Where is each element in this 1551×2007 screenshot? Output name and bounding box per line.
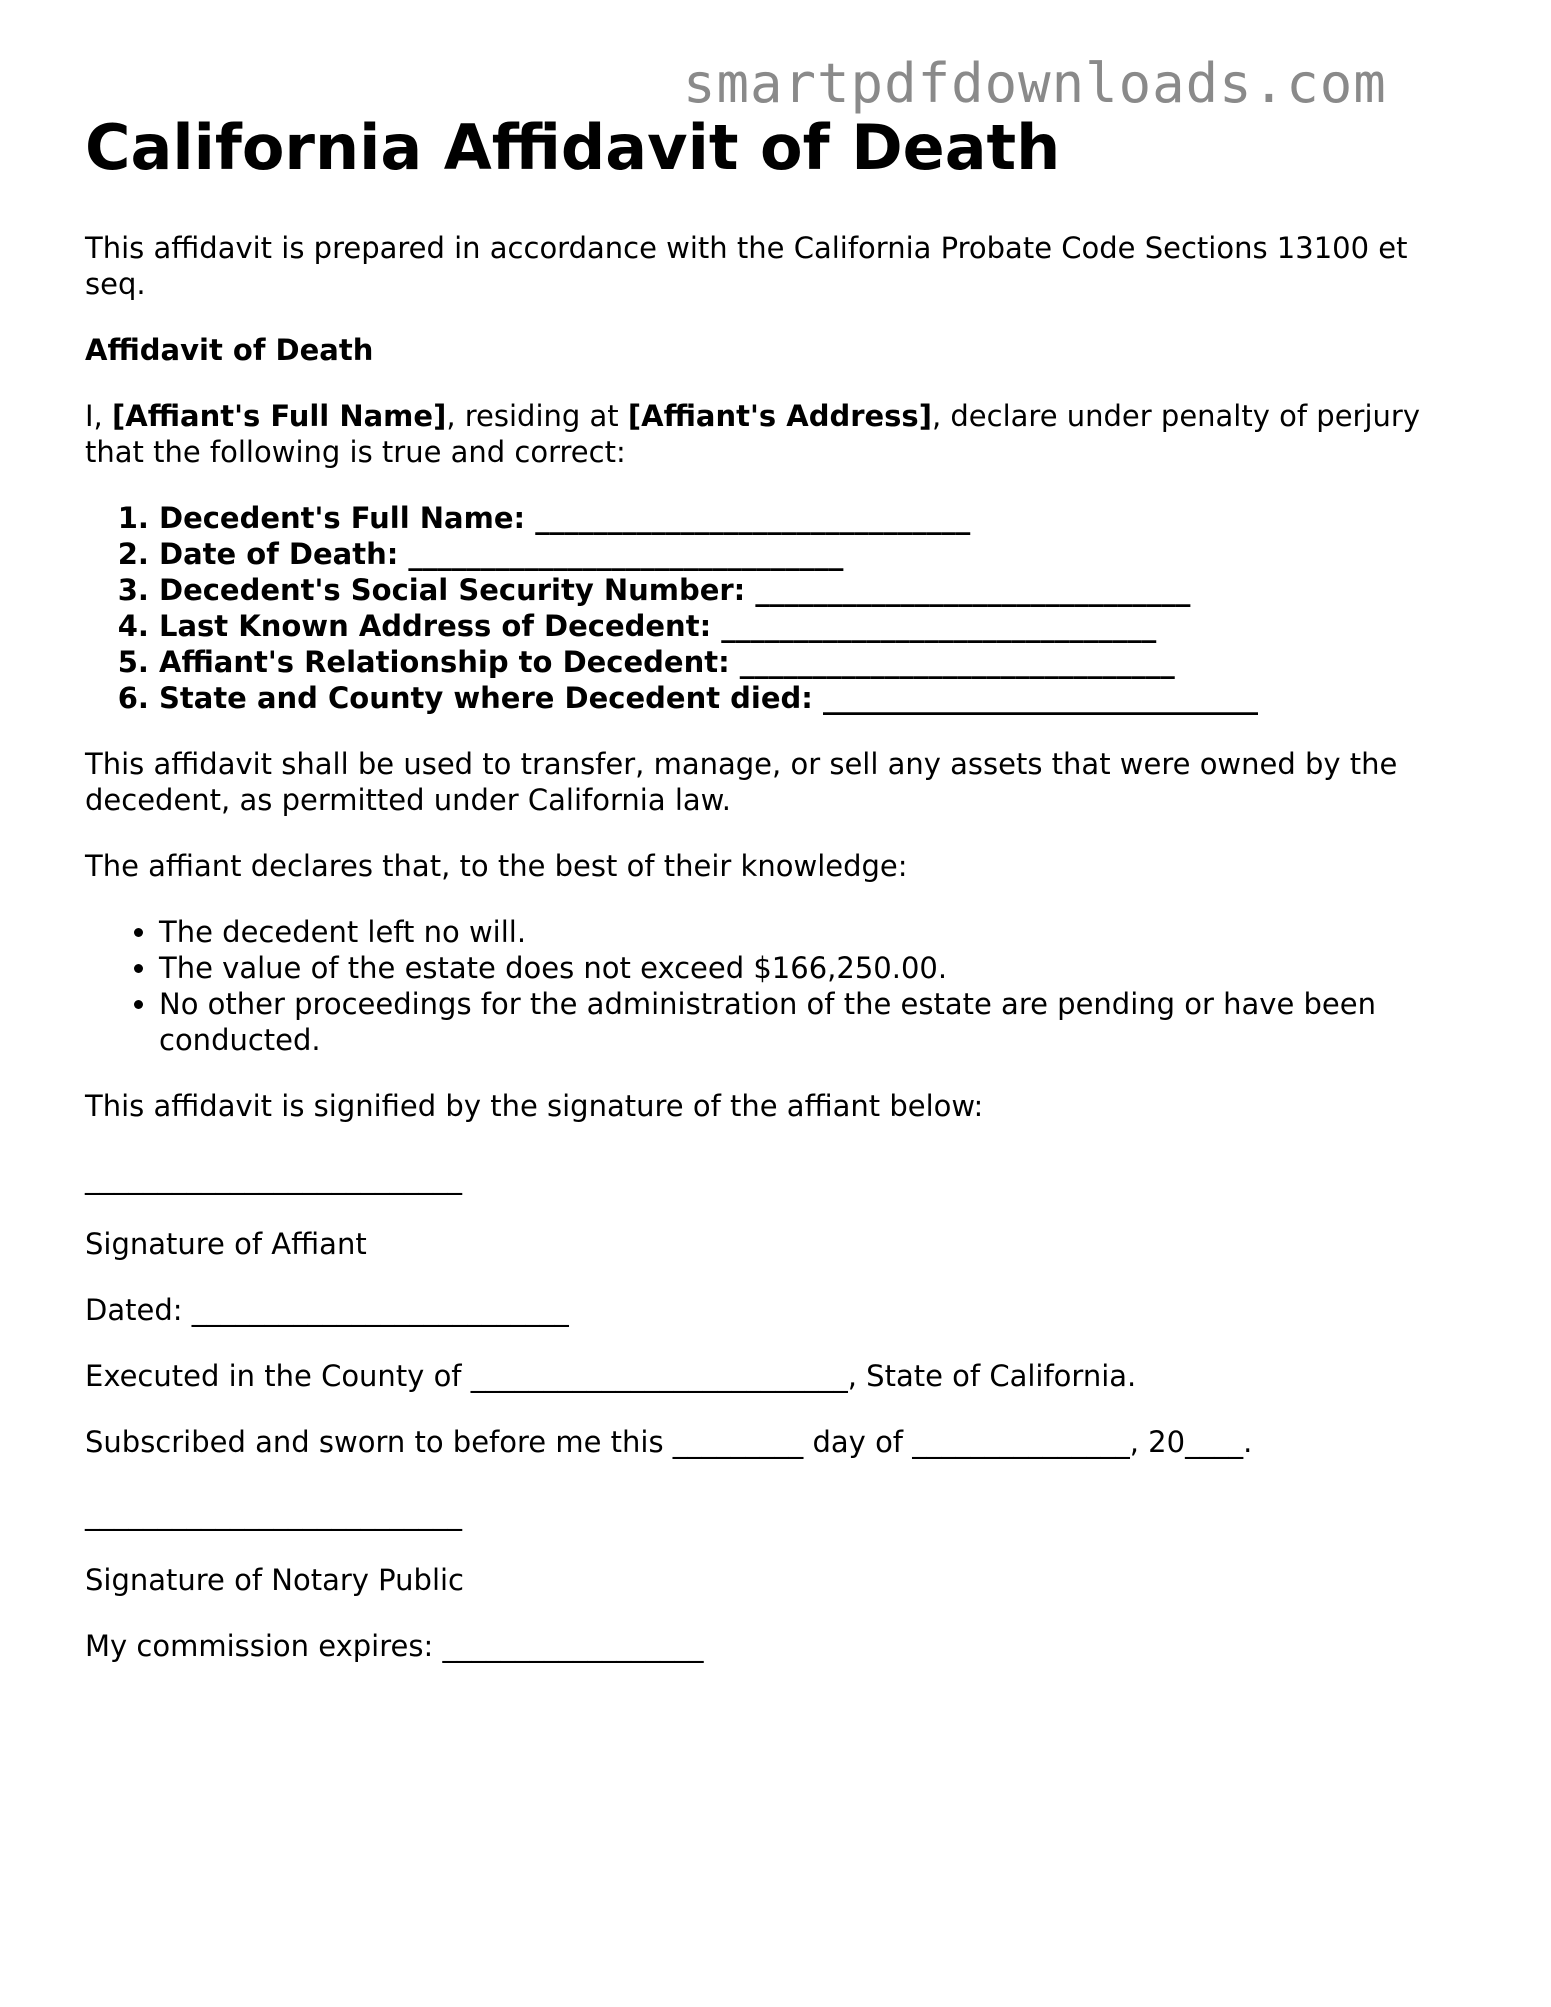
- declaration-middle: , residing at: [446, 399, 628, 433]
- fact-label: Decedent's Full Name:: [159, 501, 526, 535]
- fact-item: [159, 500, 1465, 536]
- dated-field: Dated: __________________________: [85, 1293, 569, 1327]
- affiant-address-placeholder: [Affiant's Address]: [627, 399, 932, 433]
- notary-signature-caption: Signature of Notary Public: [85, 1563, 464, 1597]
- executed-county-field: Executed in the County of __________________________, State of California.: [85, 1359, 1137, 1393]
- declaration-prefix: I,: [85, 399, 112, 433]
- document-page: [85, 108, 1465, 1664]
- list-item: • The decedent left no will.: [159, 914, 1465, 950]
- fact-blank: ______________________________: [745, 573, 1191, 607]
- fact-item: [159, 608, 1465, 644]
- declaration-paragraph: [85, 398, 1465, 470]
- affiant-signature-line: __________________________: [85, 1161, 462, 1195]
- subscribed-sworn-field: Subscribed and sworn to before me this _________ day of _______________, 20____.: [85, 1425, 1253, 1459]
- fact-blank: ______________________________: [525, 501, 971, 535]
- notary-signature-line: __________________________: [85, 1497, 462, 1531]
- fact-label: Last Known Address of Decedent:: [159, 609, 712, 643]
- fact-item: [159, 536, 1465, 572]
- fact-label: Decedent's Social Security Number:: [159, 573, 746, 607]
- fact-item: [159, 572, 1465, 608]
- affiant-signature-caption: Signature of Affiant: [85, 1227, 367, 1261]
- intro-paragraph: This affidavit is prepared in accordance with the California Probate Code Sections 13100 et seq.: [85, 231, 1408, 301]
- section-title: Affidavit of Death: [85, 333, 374, 367]
- fact-blank: ______________________________: [729, 645, 1175, 679]
- fact-label: Date of Death:: [159, 537, 399, 571]
- declarations-list: [85, 914, 1465, 1058]
- fact-blank: ______________________________: [711, 609, 1157, 643]
- knowledge-intro: The affiant declares that, to the best of their knowledge:: [85, 849, 908, 883]
- fact-label: State and County where Decedent died:: [159, 681, 813, 715]
- fact-blank: ______________________________: [812, 681, 1259, 715]
- document-title: California Affidavit of Death: [85, 111, 1061, 184]
- signified-paragraph: This affidavit is signified by the signature of the affiant below:: [85, 1089, 984, 1123]
- affiant-name-placeholder: [Affiant's Full Name]: [112, 399, 447, 433]
- declaration-suffix: , declare under penalty of perjury that the following is true and correct:: [85, 399, 1420, 469]
- fact-label: Affiant's Relationship to Decedent:: [159, 645, 730, 679]
- list-item: • No other proceedings for the administration of the estate are pending or have been conducted.: [159, 986, 1465, 1058]
- fact-blank: ______________________________: [398, 537, 844, 571]
- fact-item: [159, 644, 1465, 680]
- fact-item: [159, 680, 1465, 716]
- list-item: • The value of the estate does not exceed $166,250.00.: [159, 950, 1465, 986]
- facts-list: [85, 500, 1465, 716]
- watermark: smartpdfdownloads.com: [683, 52, 1387, 115]
- purpose-paragraph: This affidavit shall be used to transfer, manage, or sell any assets that were owned by the decedent, as permitted under California law.: [85, 747, 1398, 817]
- commission-expires-field: My commission expires: __________________: [85, 1629, 704, 1663]
